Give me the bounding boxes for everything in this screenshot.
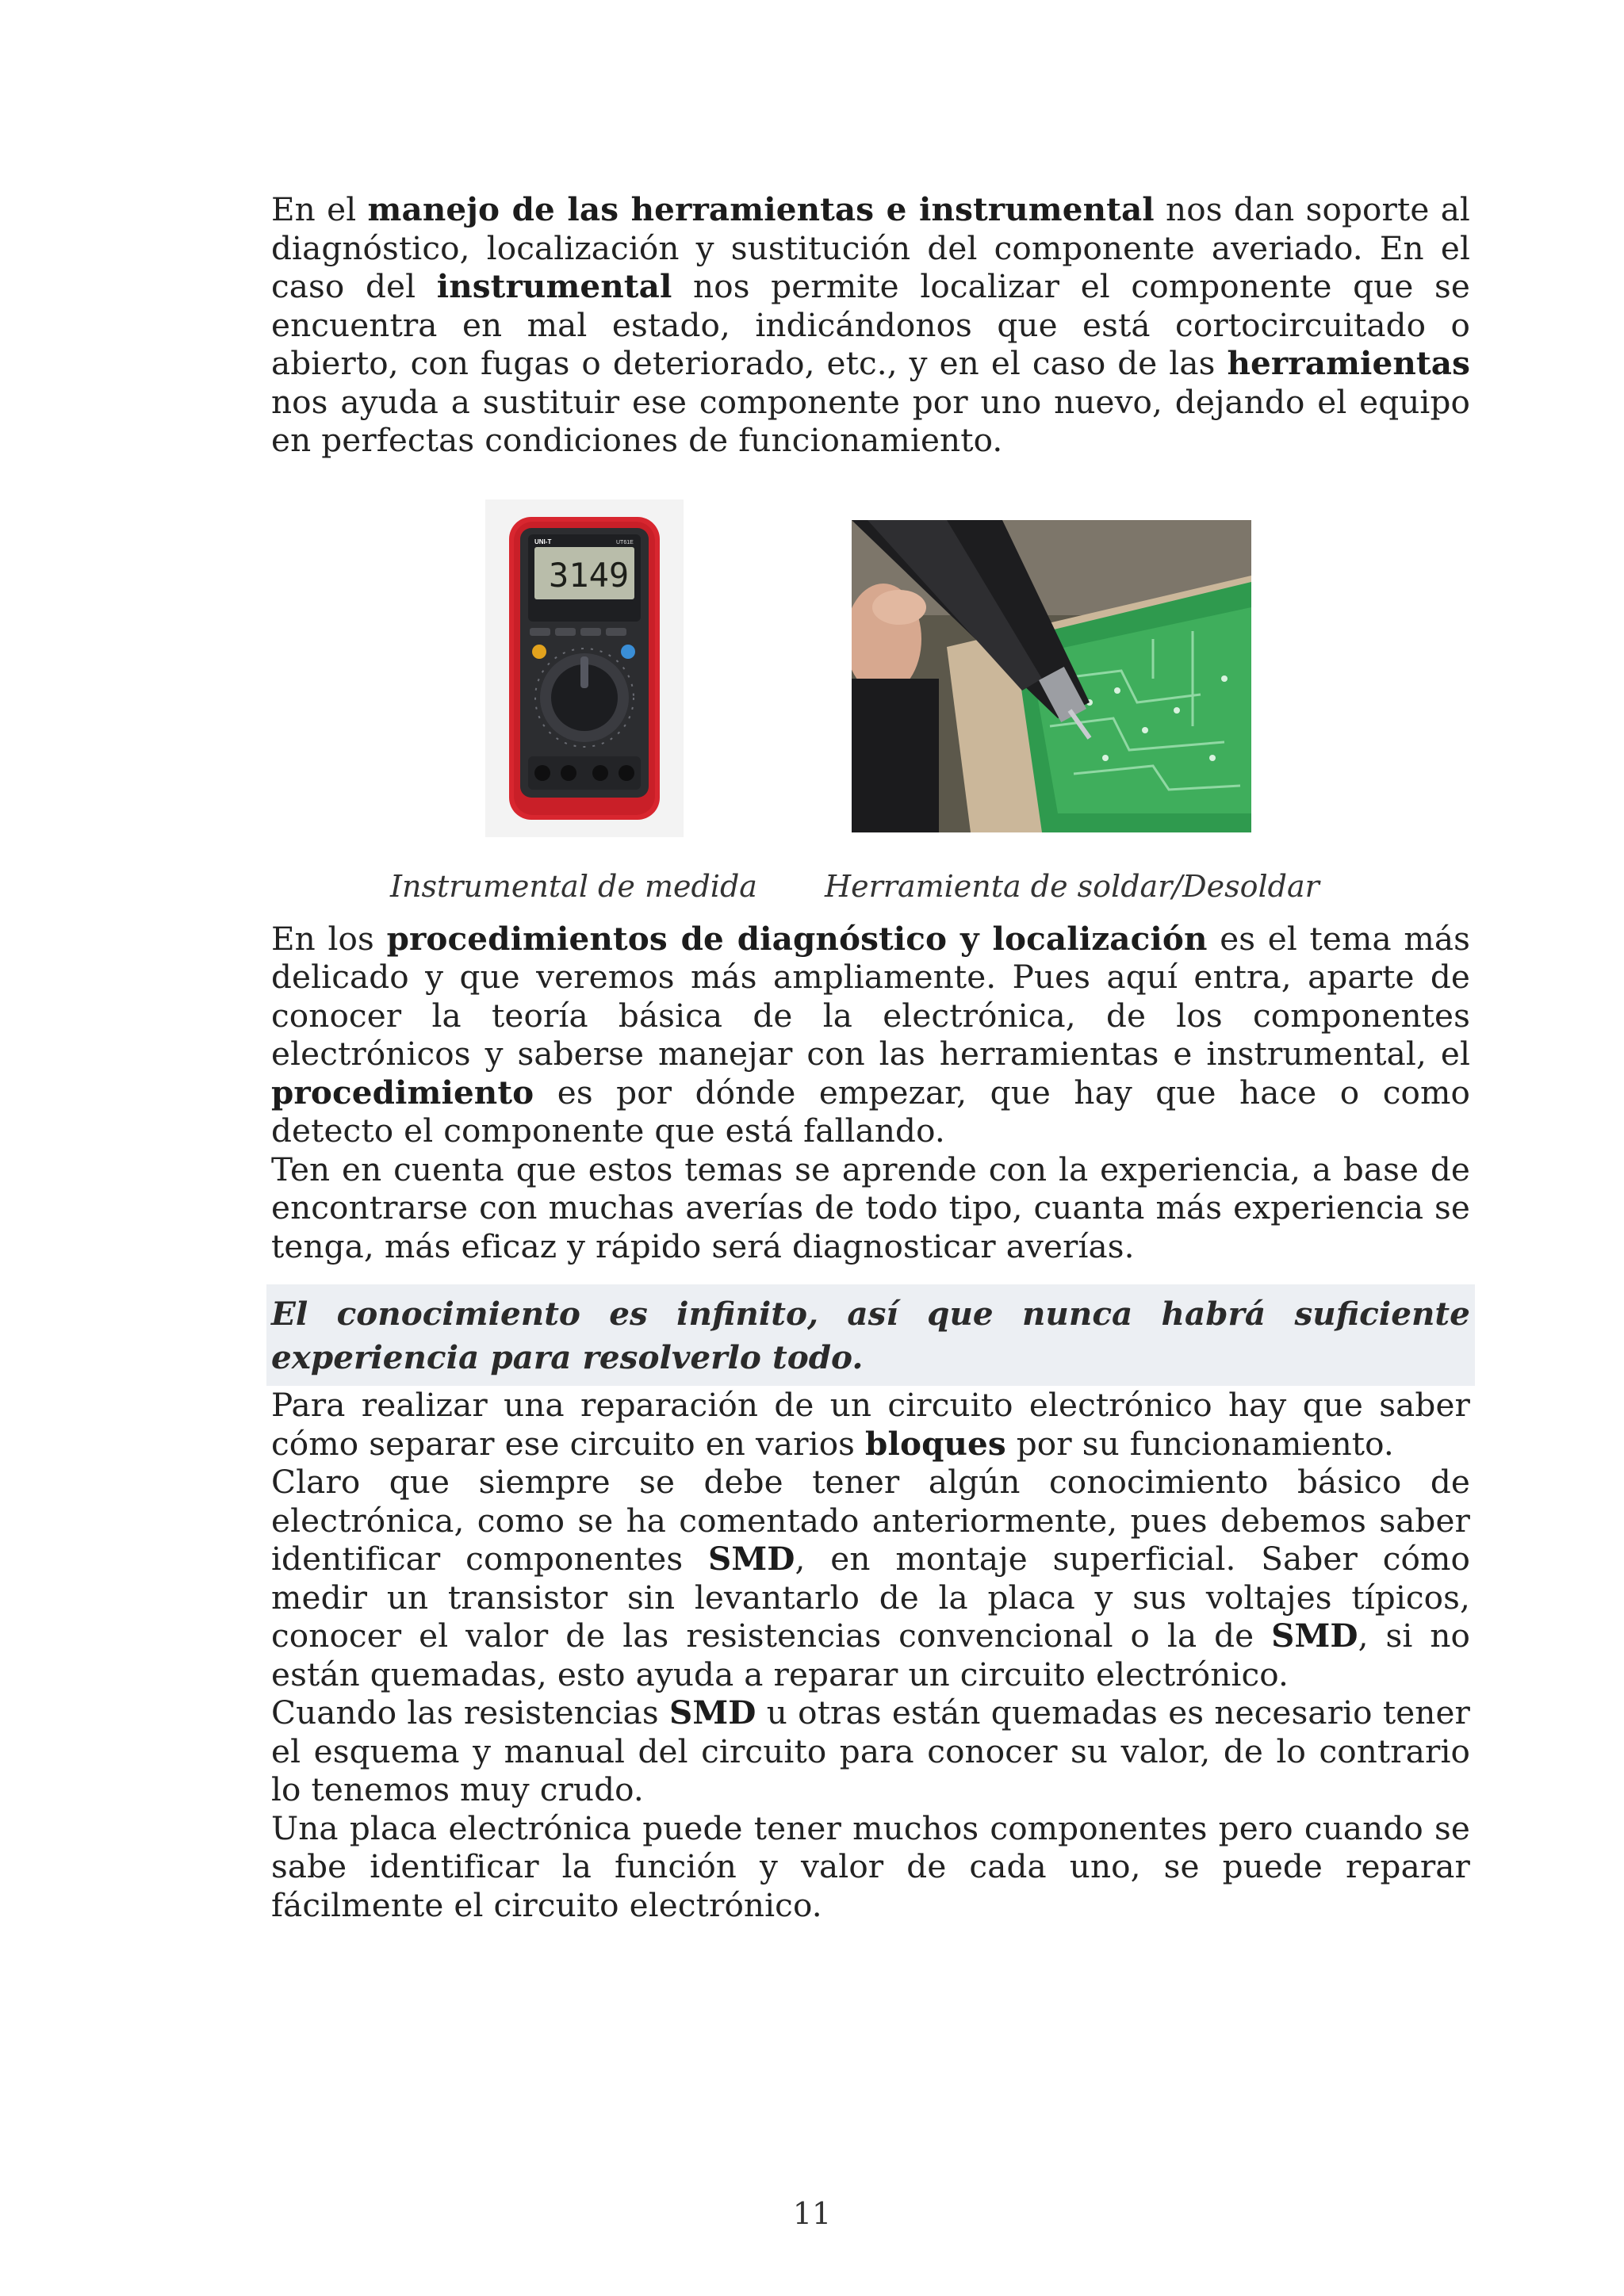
page-number: 11 (792, 2196, 832, 2231)
bold-term: SMD (1271, 1617, 1358, 1655)
soldering-illustration (852, 520, 1251, 832)
quote-word: que (927, 1295, 994, 1333)
quote-word: así (847, 1295, 898, 1333)
text-run: es el tema más delicado y que veremos más ampliamente. Pues aquí entra, aparte de conocer la teoría básica de la electrónica, de los componentes electrónicos y saberse manejar con las herramientas e instrumental, el (271, 919, 1471, 1073)
text-run: , si no están quemadas, esto ayuda a reparar un circuito electrónico. (271, 1617, 1470, 1693)
figure-row (271, 499, 1470, 920)
paragraph-diagnosis (271, 920, 1470, 1150)
quote-word: infinito, (676, 1295, 819, 1333)
paragraph-smd-knowledge (271, 1463, 1470, 1693)
multimeter-illustration (485, 499, 684, 837)
bold-term: instrumental (436, 267, 672, 305)
quote-word: conocimiento (336, 1295, 580, 1333)
paragraph-burnt-resistors (271, 1693, 1470, 1809)
text-run: nos ayuda a sustituir ese componente por uno nuevo, dejando el equipo en perfectas condiciones de funcionamiento. (271, 382, 1470, 459)
quote-word: El (271, 1295, 308, 1333)
bold-term: procedimientos de diagnóstico y localización (386, 919, 1208, 958)
quote-word: habrá (1161, 1295, 1266, 1333)
text-run: Cuando las resistencias (271, 1693, 670, 1732)
bold-term: manejo de las herramientas e instrumental (367, 190, 1155, 228)
multimeter-display-value: 3149 (549, 555, 630, 595)
text-run: Claro que siempre se debe tener algún conocimiento básico de electrónica, como se ha comentado anteriormente, pues debemos saber identificar componentes (271, 1463, 1470, 1578)
text-run: , en montaje superficial. Saber cómo medir un transistor sin levantarlo de la placa y sus voltajes típicos, conocer el valor de las resistencias convencional o la de (271, 1540, 1470, 1655)
bold-term: SMD (669, 1693, 756, 1732)
quote-word: suficiente (1294, 1295, 1470, 1333)
text-run: por su funcionamiento. (1005, 1424, 1394, 1463)
page-content (271, 190, 1470, 1924)
text-run: nos permite localizar el componente que se encuentra en mal estado, indicándonos que está cortocircuitado o abierto, con fugas o deteriorado, etc., y en el caso de las (271, 267, 1470, 382)
text-run: En el (271, 190, 368, 228)
bold-term: SMD (708, 1540, 795, 1578)
highlight-quote (266, 1284, 1475, 1386)
paragraph-blocks (271, 1386, 1470, 1463)
quote-line-1 (271, 1292, 1470, 1336)
text-run: es por dónde empezar, que hay que hace o como detecto el componente que está fallando. (271, 1073, 1470, 1150)
text-run: u otras están quemadas es necesario tener el esquema y manual del circuito para conocer su valor, de lo contrario lo tenemos muy crudo. (271, 1693, 1470, 1808)
multimeter-model: UT61E (616, 539, 634, 545)
figure-caption-soldering: Herramienta de soldar/Desoldar (825, 868, 1320, 904)
bold-term: procedimiento (271, 1073, 534, 1112)
paragraph-board-components: Una placa electrónica puede tener muchos componentes pero cuando se sabe identificar la función y valor de cada uno, se puede reparar fácilmente el circuito electrónico. (271, 1808, 1470, 1924)
text-run: nos dan soporte al diagnóstico, localización y sustitución del componente averiado. En el caso del (271, 190, 1470, 305)
text-run: Para realizar una reparación de un circuito electrónico hay que saber cómo separar ese circuito en varios (271, 1386, 1470, 1463)
paragraph-experience: Ten en cuenta que estos temas se aprende con la experiencia, a base de encontrarse con muchas averías de todo tipo, cuanta más experiencia se tenga, más eficaz y rápido será diagnosticar averías. (271, 1150, 1470, 1265)
multimeter-brand: UNI-T (534, 538, 552, 545)
paragraph-tools-intro (271, 190, 1470, 460)
quote-word: es (609, 1295, 648, 1333)
bold-term: herramientas (1227, 344, 1470, 382)
soldering-image (852, 520, 1251, 832)
multimeter-image (485, 499, 684, 837)
quote-word: nunca (1021, 1295, 1133, 1333)
text-run: En los (271, 919, 387, 958)
quote-line-2: experiencia para resolverlo todo. (271, 1338, 864, 1376)
figure-caption-measurement: Instrumental de medida (390, 868, 757, 904)
bold-term: bloques (865, 1424, 1006, 1463)
